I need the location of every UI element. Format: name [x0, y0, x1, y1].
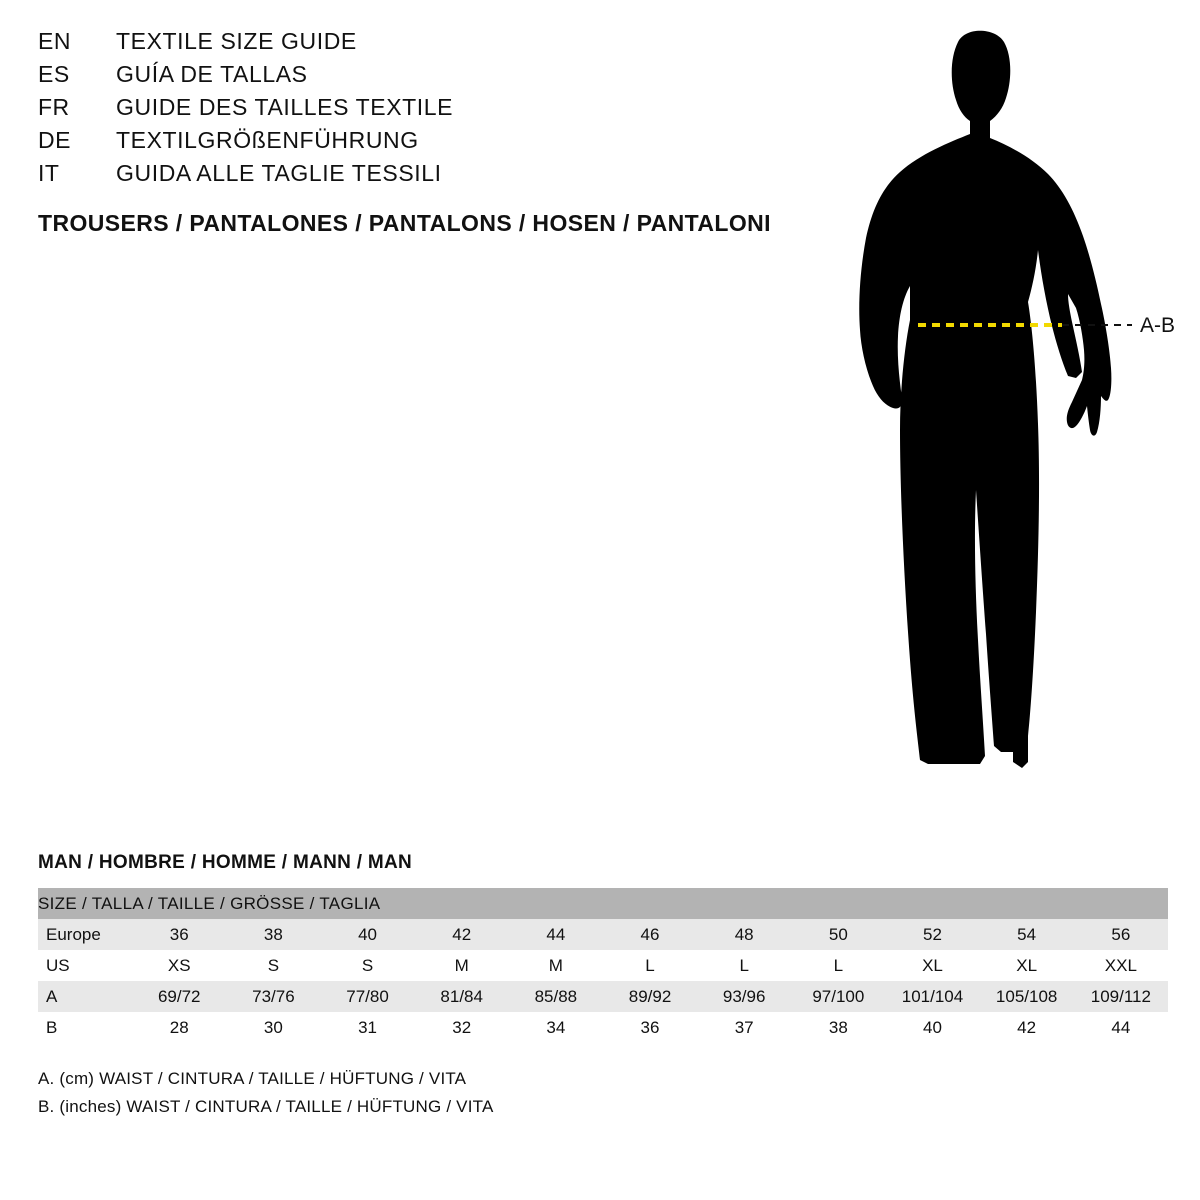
cell: L — [791, 950, 885, 981]
row-label: B — [38, 1012, 132, 1043]
cell: 42 — [415, 919, 509, 950]
cell: 40 — [885, 1012, 979, 1043]
measure-label-ab: A-B — [1140, 314, 1176, 337]
language-code: ES — [38, 61, 70, 87]
cell: 37 — [697, 1012, 791, 1043]
cell: 31 — [320, 1012, 414, 1043]
language-row — [38, 127, 798, 160]
cell: 30 — [226, 1012, 320, 1043]
cell: 40 — [320, 919, 414, 950]
cell: 34 — [509, 1012, 603, 1043]
language-title: GUIDA ALLE TAGLIE TESSILI — [116, 160, 442, 186]
legend-line-b: B. (inches) WAIST / CINTURA / TAILLE / HÜFTUNG / VITA — [38, 1096, 494, 1116]
garment-type-title: TROUSERS / PANTALONES / PANTALONS / HOSEN / PANTALONI — [38, 210, 771, 236]
cell: XS — [132, 950, 226, 981]
cell: 38 — [791, 1012, 885, 1043]
cell: 69/72 — [132, 981, 226, 1012]
row-label: A — [38, 981, 132, 1012]
cell: S — [226, 950, 320, 981]
cell: 36 — [603, 1012, 697, 1043]
table-legend — [38, 1065, 1168, 1120]
cell: 38 — [226, 919, 320, 950]
cell: 52 — [885, 919, 979, 950]
cell: L — [603, 950, 697, 981]
cell: 101/104 — [885, 981, 979, 1012]
cell: L — [697, 950, 791, 981]
cell: 93/96 — [697, 981, 791, 1012]
cell: 105/108 — [980, 981, 1074, 1012]
size-table-section — [38, 852, 1168, 1120]
male-silhouette — [859, 31, 1111, 768]
language-list — [38, 28, 798, 237]
cell: 44 — [1074, 1012, 1168, 1043]
language-title: TEXTILE SIZE GUIDE — [116, 28, 357, 54]
cell: 81/84 — [415, 981, 509, 1012]
row-label: Europe — [38, 919, 132, 950]
language-code: FR — [38, 94, 70, 120]
language-title: GUÍA DE TALLAS — [116, 61, 308, 87]
cell: 44 — [509, 919, 603, 950]
size-table — [38, 888, 1168, 1043]
language-code: EN — [38, 28, 71, 54]
cell: 50 — [791, 919, 885, 950]
cell: 97/100 — [791, 981, 885, 1012]
language-row — [38, 28, 798, 61]
language-row — [38, 94, 798, 127]
cell: 54 — [980, 919, 1074, 950]
row-label: US — [38, 950, 132, 981]
cell: 28 — [132, 1012, 226, 1043]
cell: 89/92 — [603, 981, 697, 1012]
table-row — [38, 1012, 1168, 1043]
cell: XL — [980, 950, 1074, 981]
cell: 36 — [132, 919, 226, 950]
legend-line-a: A. (cm) WAIST / CINTURA / TAILLE / HÜFTUNG / VITA — [38, 1069, 467, 1088]
male-figure-diagram — [800, 20, 1200, 810]
language-code: IT — [38, 160, 60, 186]
table-header-label: SIZE / TALLA / TAILLE / GRÖSSE / TAGLIA — [38, 888, 1168, 919]
language-title: TEXTILGRÖßENFÜHRUNG — [116, 127, 419, 153]
cell: 77/80 — [320, 981, 414, 1012]
table-row — [38, 950, 1168, 981]
cell: XL — [885, 950, 979, 981]
cell: 73/76 — [226, 981, 320, 1012]
cell: M — [509, 950, 603, 981]
language-row — [38, 160, 798, 193]
table-row — [38, 919, 1168, 950]
language-title: GUIDE DES TAILLES TEXTILE — [116, 94, 454, 120]
cell: 48 — [697, 919, 791, 950]
cell: 42 — [980, 1012, 1074, 1043]
language-code: DE — [38, 127, 71, 153]
language-row — [38, 61, 798, 94]
cell: 85/88 — [509, 981, 603, 1012]
table-row — [38, 981, 1168, 1012]
cell: 109/112 — [1074, 981, 1168, 1012]
cell: S — [320, 950, 414, 981]
cell: M — [415, 950, 509, 981]
table-header-row — [38, 888, 1168, 919]
cell: 56 — [1074, 919, 1168, 950]
cell: XXL — [1074, 950, 1168, 981]
table-caption: MAN / HOMBRE / HOMME / MANN / MAN — [38, 852, 413, 873]
cell: 32 — [415, 1012, 509, 1043]
cell: 46 — [603, 919, 697, 950]
